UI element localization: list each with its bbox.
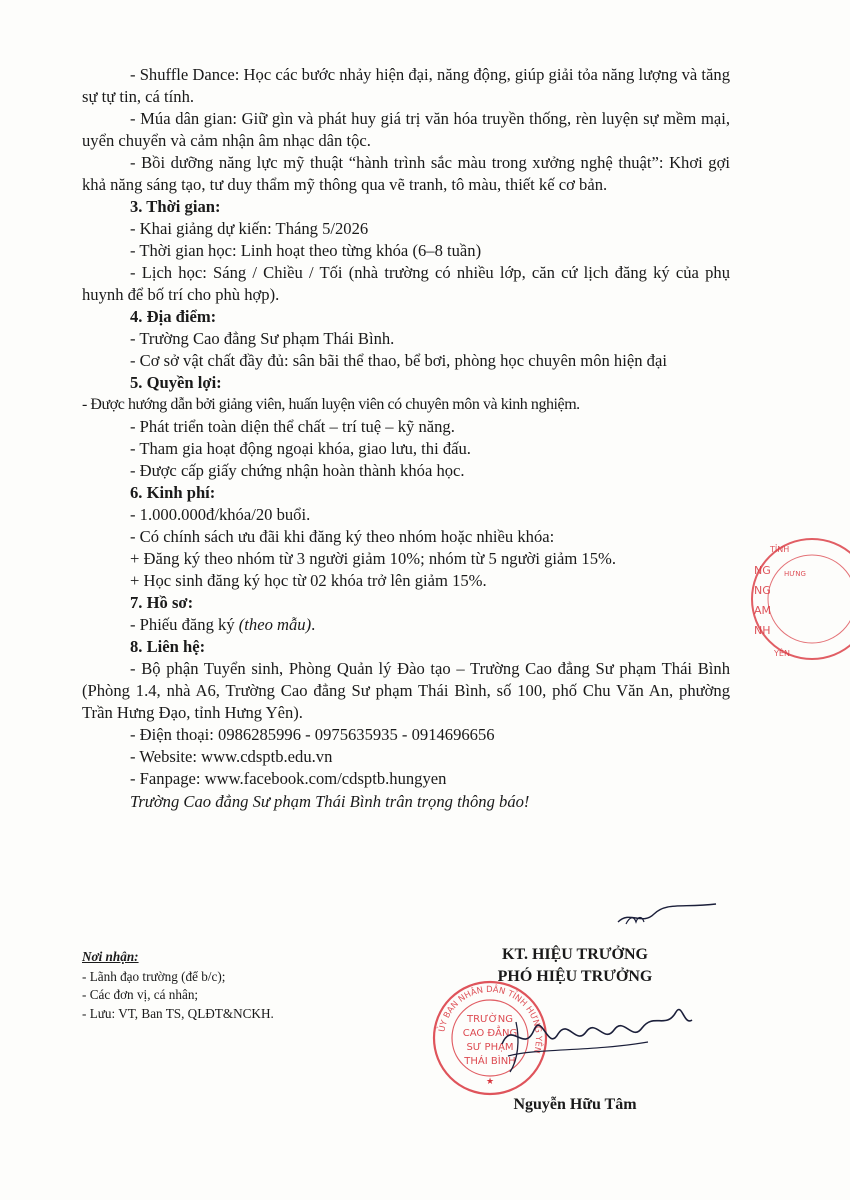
stamp-edge-text: NH [754,624,771,637]
docs-item-end: . [311,615,316,634]
stamp-line: THÁI BÌNH [464,1056,516,1067]
docs-item [82,614,730,636]
section-benefits-heading: 5. Quyền lợi: [130,373,222,392]
benefit-item: - Được cấp giấy chứng nhận hoàn thành khóa học. [130,461,465,480]
section-contact-heading: 8. Liên hệ: [130,637,206,656]
time-item: - Khai giảng dự kiến: Tháng 5/2026 [130,219,369,238]
stamp-ring-text: ỦY BAN NHÂN DÂN TỈNH HƯNG YÊN [437,984,544,1055]
fee-item: + Học sinh đăng ký học từ 02 khóa trở lên giảm 15%. [130,571,487,590]
docs-item-note: (theo mẫu) [238,615,312,634]
document-body [82,64,730,813]
course-shuffle-dance: - Shuffle Dance: Học các bước nhảy hiện đại, năng động, giúp giải tỏa năng lượng và tăng sự tự tin, cá tính. [82,65,730,106]
stamp-line: TRƯỜNG [467,1014,513,1025]
course-fine-art: - Bồi dưỡng năng lực mỹ thuật “hành trình sắc màu trong xưởng nghệ thuật”: Khơi gợi khả năng sáng tạo, tư duy thẩm mỹ thông qua vẽ tranh, tô màu, thiết kế cơ bản. [82,153,730,194]
location-item: - Cơ sở vật chất đầy đủ: sân bãi thể thao, bể bơi, phòng học chuyên môn hiện đại [130,351,667,370]
fee-item: + Đăng ký theo nhóm từ 3 người giảm 10%; nhóm từ 5 người giảm 15%. [130,549,616,568]
location-item: - Trường Cao đẳng Sư phạm Thái Bình. [130,329,395,348]
section-docs-heading: 7. Hồ sơ: [130,593,194,612]
initial-mark [612,900,722,930]
contact-address: - Bộ phận Tuyển sinh, Phòng Quản lý Đào tạo – Trường Cao đẳng Sư phạm Thái Bình (Phòng 1.4, nhà A6, Trường Cao đẳng Sư phạm Thái Bình, số 100, phố Chu Văn An, phường Trần Hưng Đạo, tỉnh Hưng Yên). [82,659,730,722]
signer-title-2: PHÓ HIỆU TRƯỞNG [497,968,653,985]
section-time-heading: 3. Thời gian: [130,197,221,216]
signer-title-1: KT. HIỆU TRƯỞNG [502,946,648,963]
docs-item-text: - Phiếu đăng ký [130,615,239,634]
fee-item: - Có chính sách ưu đãi khi đăng ký theo nhóm hoặc nhiều khóa: [130,527,555,546]
benefit-item: - Tham gia hoạt động ngoại khóa, giao lưu, thi đấu. [130,439,471,458]
contact-fanpage: - Fanpage: www.facebook.com/cdsptb.hungyen [130,769,447,788]
stamp-edge-text: NG [754,584,771,597]
fee-item: - 1.000.000đ/khóa/20 buổi. [130,505,311,524]
course-folk-dance: - Múa dân gian: Giữ gìn và phát huy giá trị văn hóa truyền thống, rèn luyện sự mềm mại, uyển chuyển và cảm nhận âm nhạc dân tộc. [82,109,730,150]
benefit-item: - Phát triển toàn diện thể chất – trí tuệ – kỹ năng. [130,417,455,436]
section-location-heading: 4. Địa điểm: [130,307,217,326]
page-edge-stamp [748,528,850,670]
recipient-item: - Các đơn vị, cá nhân; [82,987,199,1002]
stamp-edge-text: YÊN [774,649,790,658]
section-fee-heading: 6. Kinh phí: [130,483,216,502]
stamp-edge-text: HƯNG [784,570,806,578]
contact-phone: - Điện thoại: 0986285996 - 0975635935 - 0914696656 [130,725,495,744]
recipients-block [82,948,402,1023]
time-item: - Thời gian học: Linh hoạt theo từng khóa (6–8 tuần) [130,241,482,260]
stamp-line: SƯ PHẠM [466,1042,514,1053]
stamp-edge-text: AM [754,604,772,617]
stamp-edge-text: TỈNH [770,545,790,554]
benefit-item: - Được hướng dẫn bởi giảng viên, huấn luyện viên có chuyên môn và kinh nghiệm. [82,396,580,413]
star-icon: ★ [485,1076,495,1086]
stamp-line: CAO ĐẲNG [462,1028,518,1039]
recipients-title: Nơi nhận: [82,949,139,964]
recipient-item: - Lãnh đạo trường (để b/c); [82,968,226,984]
recipient-item: - Lưu: VT, Ban TS, QLĐT&NCKH. [82,1005,274,1021]
closing-statement: Trường Cao đẳng Sư phạm Thái Bình trân trọng thông báo! [130,792,530,811]
contact-website: - Website: www.cdsptb.edu.vn [130,747,333,766]
stamp-edge-text: NG [754,564,771,577]
time-item: - Lịch học: Sáng / Chiều / Tối (nhà trường có nhiều lớp, căn cứ lịch đăng ký của phụ huynh để bố trí cho phù hợp). [82,263,730,304]
handwritten-signature [498,982,698,1082]
signer-name: Nguyễn Hữu Tâm [513,1096,637,1113]
